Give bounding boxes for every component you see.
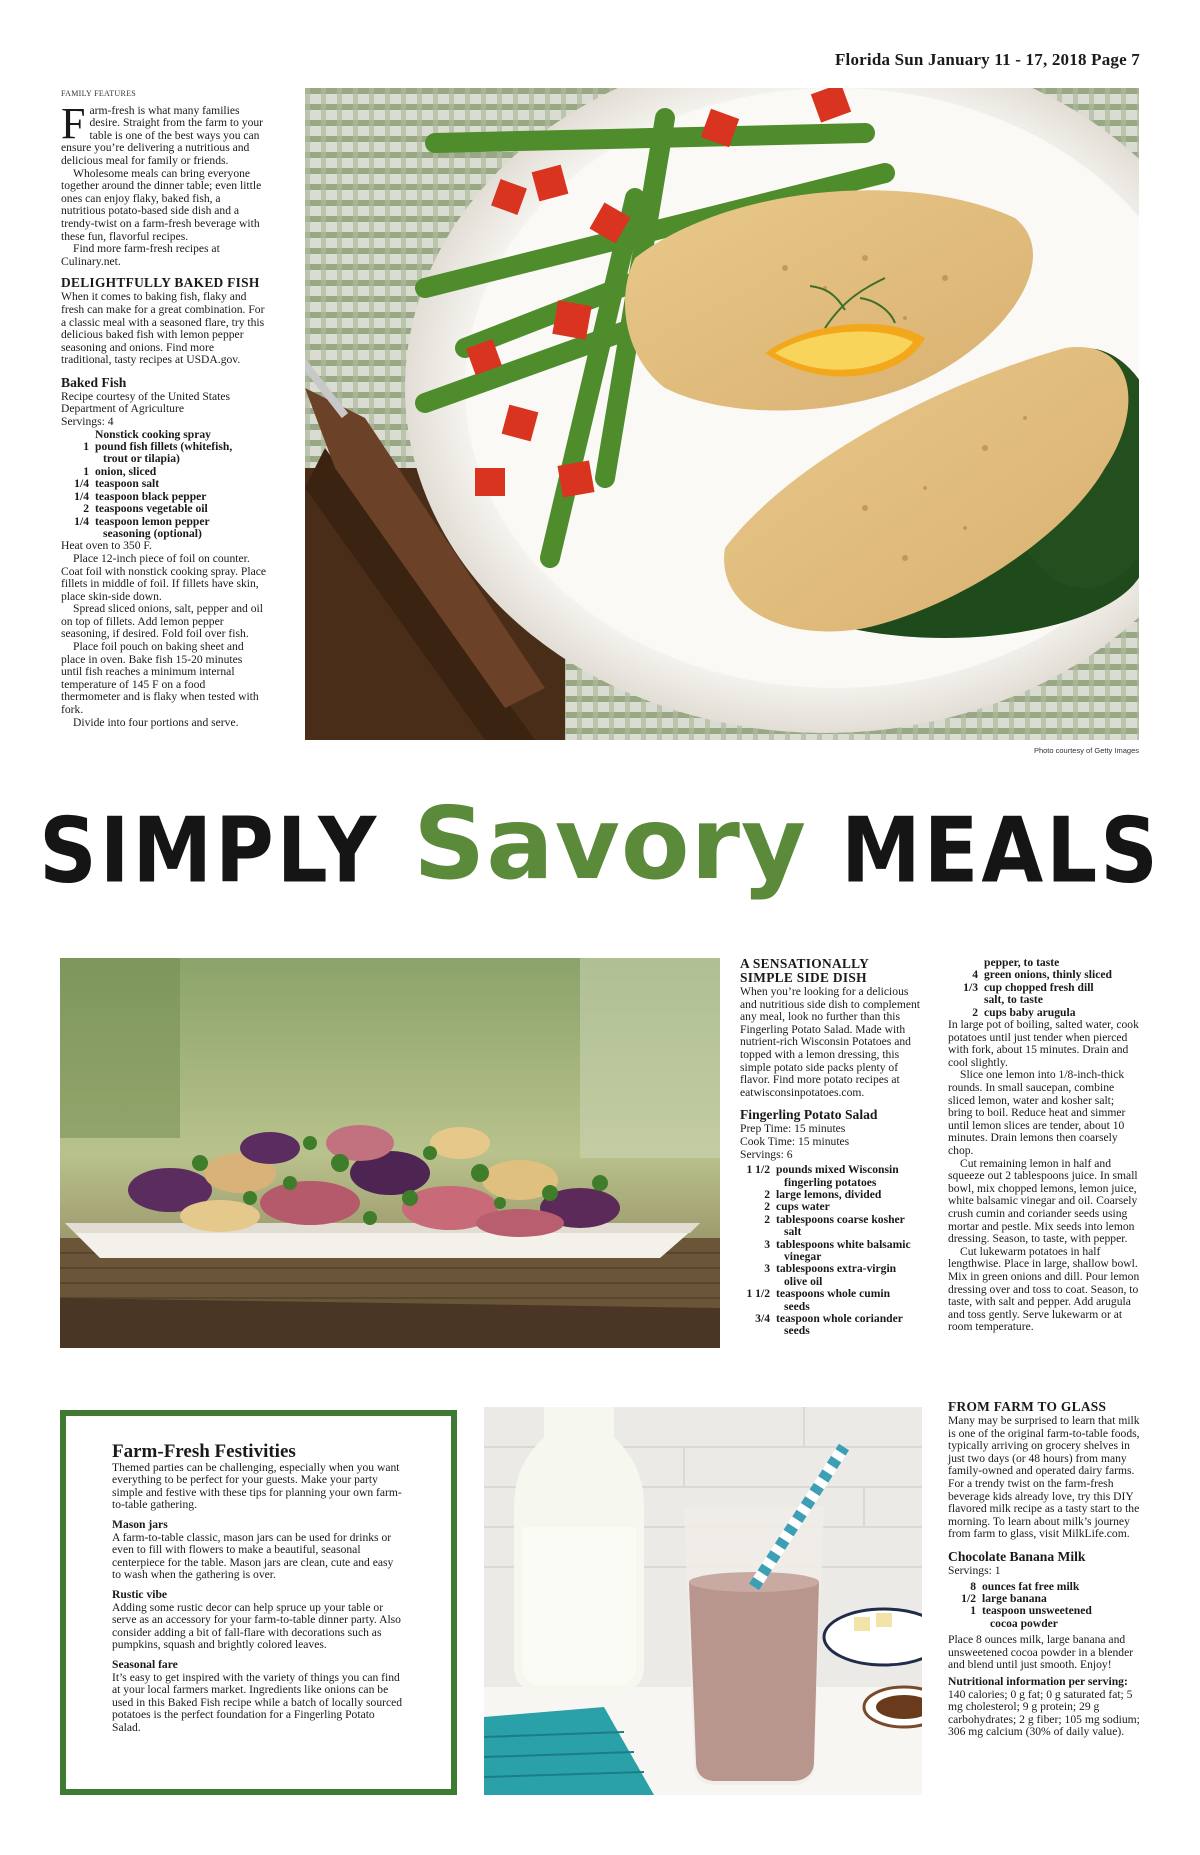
ingredient-text: teaspoons vegetable oil: [95, 502, 208, 516]
ingredient-text: tablespoons extra-virgin olive oil: [776, 1263, 922, 1288]
recipe-step: Place 12-inch piece of foil on counter. Coat foil with nonstick cooking spray. Place fillets in middle of foil. If fillets have skin, place skin-side down.: [61, 551, 267, 603]
milk-steps: Place 8 ounces milk, large banana and unsweetened cocoa powder in a blender and blend until just smooth. Enjoy!: [948, 1633, 1134, 1672]
potato-servings: Servings: 6: [740, 1147, 793, 1161]
ingredient-text-continued: seeds: [784, 1324, 810, 1338]
ingredient-text: pounds mixed Wisconsin fingerling potatoes: [776, 1164, 922, 1189]
ingredient-text-continued: olive oil: [784, 1274, 823, 1288]
ingredient-quantity: 1/4: [74, 477, 89, 491]
ingredient-row: [61, 478, 266, 490]
fish-recipe-title: Baked Fish: [61, 374, 127, 390]
fish-steps: [61, 540, 266, 729]
ingredient-text: teaspoon lemon pepper seasoning (optional): [95, 516, 266, 541]
ingredient-text: cups water: [776, 1200, 830, 1214]
ingredient-row: [948, 1605, 1140, 1630]
ingredient-text: green onions, thinly sliced: [984, 968, 1112, 982]
potato-recipe-title: Fingerling Potato Salad: [740, 1107, 878, 1123]
ingredient-quantity: 2: [83, 502, 89, 516]
tip-body: It’s easy to get inspired with the variety of things you can find at your local farmers market. Ingredients like onions can be used in this Baked Fish recipe while a batch of locally sourced potatoes is the perfect foundation for a Fingerling Potato Salad.: [112, 1670, 403, 1734]
ingredient-text-continued: cocoa powder: [990, 1616, 1058, 1630]
chocolate-banana-milk-photo: [484, 1407, 922, 1795]
milk-servings: Servings: 1: [948, 1563, 1001, 1577]
ingredient-row: [948, 969, 1140, 981]
recipe-step: Cut remaining lemon in half and squeeze out 2 tablespoons juice. In small bowl, mix chopped lemons, lemon juice, white balsamic vinegar and oil. Coarsely crush cumin and coriander seeds using mortar and pestle. Mix seeds into lemon dressing. Season, to taste, with pepper.: [948, 1156, 1138, 1246]
ingredient-text: teaspoon salt: [95, 477, 160, 491]
title-word-simply: SIMPLY: [39, 798, 380, 903]
tip-body: Adding some rustic decor can help spruce up your table or serve as an accessory for your farm-to-table dinner party. Also consider adding a bit of fall-flare with decorations such as pumpkins, squash and brightly colored leaves.: [112, 1600, 401, 1652]
festivities-tips: [112, 1519, 405, 1735]
ingredient-text-continued: seasoning (optional): [103, 526, 202, 540]
recipe-step: Spread sliced onions, salt, pepper and oil on top of fillets. Add lemon pepper seasoning, if desired. Fold foil over fish.: [61, 602, 263, 641]
milk-section-heading: FROM FARM TO GLASS: [948, 1399, 1107, 1414]
ingredient-quantity: [948, 957, 984, 969]
ingredient-text: pepper, to taste: [984, 956, 1060, 969]
ingredient-row: [948, 994, 1140, 1006]
ingredient-quantity: 1/4: [74, 514, 89, 528]
potato-section-heading: A SENSATIONALLY SIMPLE SIDE DISH: [740, 956, 869, 985]
intro-column: [61, 88, 266, 729]
tip-heading: Seasonal fare: [112, 1657, 178, 1671]
recipe-step: Heat oven to 350 F.: [61, 539, 152, 553]
ingredient-text: tablespoons white balsamic vinegar: [776, 1239, 922, 1264]
ingredient-row: [740, 1263, 922, 1288]
recipe-step: Slice one lemon into 1/8-inch-thick rounds. In small saucepan, combine sliced lemon, water and kosher salt; bring to boil. Reduce heat and simmer until lemon slices are tender, about 10 minutes. Drain lemons then coarsely chop.: [948, 1068, 1126, 1157]
masthead: Florida Sun January 11 - 17, 2018 Page 7: [834, 50, 1140, 69]
recipe-step: Cut lukewarm potatoes in half lengthwise. Place in large, shallow bowl. Mix in green onions and dill. Pour lemon dressing over and toss to coat. Season, to taste, with salt and pepper. Add arugula and toss gently. Serve lukewarm or at room temperature.: [948, 1244, 1140, 1334]
ingredient-quantity: 1/4: [74, 489, 89, 503]
ingredient-row: [948, 982, 1140, 994]
ingredient-quantity: 4: [972, 968, 978, 982]
fish-ingredients-list: [61, 429, 266, 541]
ingredient-text: salt, to taste: [984, 993, 1043, 1007]
ingredient-quantity: 3/4: [755, 1312, 770, 1325]
ingredient-quantity: [61, 429, 95, 441]
farm-fresh-festivities-box: [60, 1410, 457, 1795]
ingredient-quantity: 1 1/2: [746, 1163, 770, 1177]
title-word-meals: MEALS: [841, 798, 1161, 903]
photo-credit: Photo courtesy of Getty Images: [1033, 746, 1139, 755]
baked-fish-photo: [305, 88, 1139, 740]
ingredient-text: cup chopped fresh dill: [984, 980, 1094, 994]
ingredient-text: cups baby arugula: [984, 1005, 1076, 1019]
ingredient-text: Nonstick cooking spray: [95, 427, 211, 441]
ingredient-text-continued: trout or tilapia): [103, 452, 180, 466]
ingredient-quantity: [948, 994, 984, 1006]
ingredient-quantity: 2: [764, 1200, 770, 1214]
fish-section-heading: DELIGHTFULLY BAKED FISH: [61, 275, 260, 291]
ingredient-quantity: 2: [764, 1187, 770, 1201]
ingredient-row: [740, 1201, 922, 1213]
ingredient-row: [61, 441, 266, 466]
title-word-savory: Savory: [413, 785, 808, 902]
intro-paragraph-1: arm-fresh is what many families desire. Straight from the farm to your table is one of the best ways you can ensure you’re delivering a nutritious and delicious meal for family or friends.: [61, 103, 264, 167]
milk-column: [948, 1400, 1140, 1739]
ingredient-text: large banana: [982, 1591, 1047, 1605]
kicker: FAMILY FEATURES: [61, 89, 137, 98]
potato-steps: [948, 1019, 1140, 1334]
ingredient-text-continued: fingerling potatoes: [784, 1175, 877, 1189]
recipe-step: Place foil pouch on baking sheet and place in oven. Bake fish 15-20 minutes until fish reaches a minimum internal temperature of 145 F on a food thermometer and is flaky when tested with fork.: [61, 640, 259, 717]
ingredient-quantity: 1: [83, 464, 89, 478]
fish-recipe-courtesy: Recipe courtesy of the United States Department of Agriculture: [61, 389, 231, 416]
milk-illustration: [484, 1407, 922, 1795]
potato-column-1: [740, 957, 922, 1338]
ingredient-quantity: 1: [970, 1604, 976, 1618]
intro-paragraph-3: Find more farm-fresh recipes at Culinary.net.: [61, 242, 220, 268]
ingredient-text: pound fish fillets (whitefish, trout or tilapia): [95, 441, 266, 466]
ingredient-quantity: 3: [764, 1237, 770, 1251]
ingredient-text: large lemons, divided: [776, 1187, 882, 1201]
ingredient-text-continued: seeds: [784, 1299, 810, 1313]
ingredient-row: [61, 466, 266, 478]
milk-ingredients-list: [948, 1581, 1140, 1631]
nutrition-label: Nutritional information per serving:: [948, 1674, 1128, 1688]
recipe-step: In large pot of boiling, salted water, cook potatoes until just tender when pierced with fork, about 15 minutes. Drain and cool slightly.: [948, 1018, 1139, 1069]
potato-ingredients-list: [740, 1164, 922, 1338]
baked-fish-illustration: [305, 88, 1139, 740]
fish-servings: Servings: 4: [61, 415, 114, 429]
ingredient-text: tablespoons coarse kosher salt: [776, 1214, 922, 1239]
ingredient-quantity: 8: [970, 1579, 976, 1593]
ingredient-quantity: 1 1/2: [746, 1287, 770, 1301]
ingredient-text: onion, sliced: [95, 464, 157, 478]
intro-paragraph-2: Wholesome meals can bring everyone together around the dinner table; even little ones can enjoy flaky, baked fish, a nutritious potato-based side dish and a trendy-twist on a farm-fresh beverage with these fun, flavorful recipes.: [61, 166, 262, 243]
ingredient-quantity: 3: [764, 1262, 770, 1276]
potato-salad-photo: [60, 958, 720, 1348]
festivities-title: Farm-Fresh Festivities: [112, 1441, 296, 1462]
ingredient-row: [740, 1214, 922, 1239]
tip-heading: Rustic vibe: [112, 1587, 168, 1601]
ingredient-text-continued: salt: [784, 1225, 802, 1239]
milk-recipe-title: Chocolate Banana Milk: [948, 1548, 1086, 1564]
ingredient-row: [61, 503, 266, 515]
ingredient-row: [740, 1239, 922, 1264]
tip-heading: Mason jars: [112, 1517, 168, 1531]
ingredient-text: teaspoon unsweetened cocoa powder: [982, 1605, 1140, 1630]
potato-salad-illustration: [60, 958, 720, 1348]
potato-column-2: [948, 957, 1140, 1334]
potato-cook-time: Cook Time: 15 minutes: [740, 1134, 850, 1148]
potato-prep-time: Prep Time: 15 minutes: [740, 1122, 846, 1136]
festivities-intro: Themed parties can be challenging, especially when you want everything to be perfect for your guests. Make your party simple and festive with these tips for planning your own farm-to-table gathering.: [112, 1460, 402, 1512]
ingredient-row: [740, 1313, 922, 1338]
page-title: [0, 785, 1200, 902]
ingredient-row: [740, 1164, 922, 1189]
milk-section-body: Many may be surprised to learn that milk is one of the original farm-to-table foods, typically arriving on grocery shelves in just two days (or 48 hours) from many family-owned and operated dairy farms. For a trendy twist on the farm-fresh beverage kids already love, try this DIY flavored milk recipe as a tasty start to the morning. To learn about milk’s journey from farm to glass, visit MilkLife.com.: [948, 1414, 1140, 1541]
ingredient-text-continued: vinegar: [784, 1249, 822, 1263]
ingredient-quantity: 1/2: [961, 1591, 976, 1605]
ingredient-quantity: 2: [972, 1005, 978, 1019]
ingredient-row: [740, 1288, 922, 1313]
recipe-step: Divide into four portions and serve.: [73, 715, 239, 729]
ingredient-row: [61, 516, 266, 541]
ingredient-text: teaspoon whole coriander seeds: [776, 1313, 922, 1338]
potato-section-body: When you’re looking for a delicious and nutritious side dish to complement any meal, look no further than this Fingerling Potato Salad. Made with nutrient-rich Wisconsin Potatoes and topped with a lemon dressing, this simple potato side packs plenty of flavor. Find more potato recipes at eatwisconsinpotatoes.com.: [740, 985, 921, 1099]
potato-ingredients-continued: [948, 957, 1140, 1019]
fish-section-body: When it comes to baking fish, flaky and fresh can make for a great combination. For a classic meal with a seasoned flare, try this delicious baked fish with lemon pepper seasoning and onions. Find more traditional, tasty recipes at USDA.gov.: [61, 290, 265, 367]
ingredient-quantity: 2: [764, 1212, 770, 1226]
ingredient-text: ounces fat free milk: [982, 1579, 1080, 1593]
tip-body: A farm-to-table classic, mason jars can be used for drinks or even to fill with flowers to make a beautiful, seasonal centerpiece for the table. Mason jars are clean, cute and easy to wash when the gathering is over.: [112, 1530, 394, 1582]
ingredient-quantity: 1: [83, 440, 89, 454]
ingredient-quantity: 1/3: [963, 980, 978, 994]
ingredient-text: teaspoons whole cumin seeds: [776, 1288, 922, 1313]
nutrition-info: 140 calories; 0 g fat; 0 g saturated fat; 5 mg cholesterol; 9 g protein; 29 g carbohydrates; 2 g fiber; 105 mg sodium; 306 mg calcium (30% of daily value).: [948, 1687, 1140, 1739]
dropcap: F: [61, 98, 86, 148]
ingredient-text: teaspoon black pepper: [95, 489, 207, 503]
